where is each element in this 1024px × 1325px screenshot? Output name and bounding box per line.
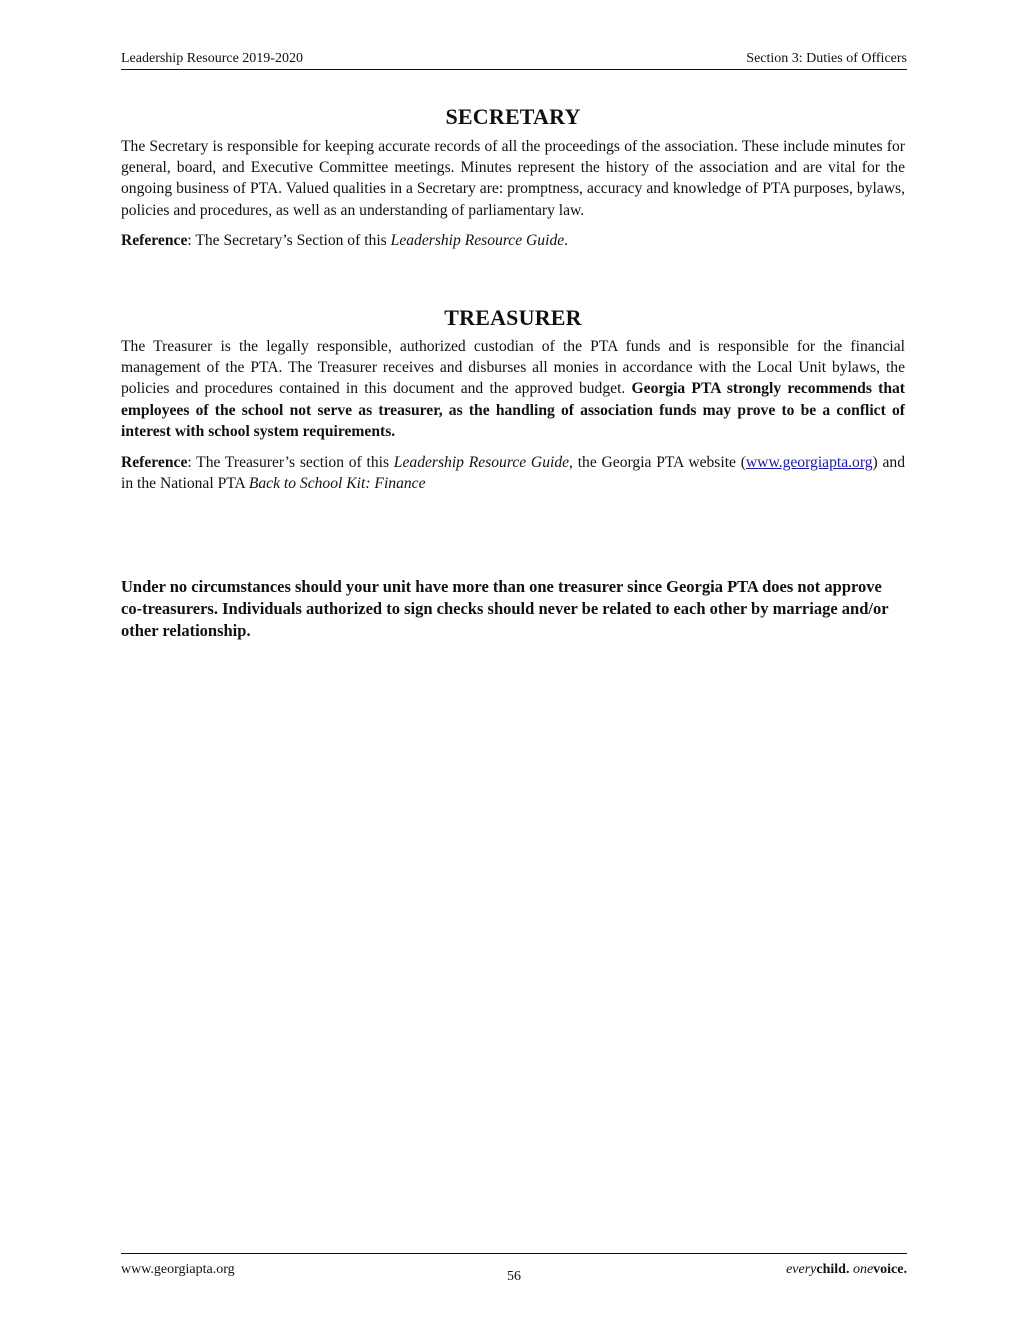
treasurer-reference-kit-title: Back to School Kit: Finance [248,475,426,493]
treasurer-reference-text: : The Treasurer’s section of this [187,454,394,472]
treasurer-reference-label: Reference [121,454,188,472]
secretary-reference-label: Reference [121,231,188,249]
page-header [121,51,907,70]
header-section-title: Section 3: Duties of Officers [746,51,907,66]
tagline-every: every [786,1262,817,1277]
treasurer-reference-guide-title: Leadership Resource Guide [393,454,570,472]
tagline-child: child. [816,1262,850,1277]
georgiapta-website-link[interactable]: www.georgiapta.org [745,454,873,472]
page-content [121,104,905,642]
header-document-title: Leadership Resource 2019-2020 [121,51,303,66]
footer-tagline [786,1262,907,1278]
treasurer-reference-mid2: ) and in the National PTA [121,454,905,493]
treasurer-reference [121,452,905,494]
treasurer-reference-mid: , the Georgia PTA website ( [569,454,746,472]
treasurer-body-text: The Treasurer is the legally responsible, authorized custodian of the PTA funds and is responsible for the financial management of the PTA. The Treasurer receives and disburses all monies in accordance with the Local Unit bylaws, the policies and procedures contained in this document and the approved budget. [121,338,905,398]
tagline-voice: voice. [873,1262,907,1277]
secretary-reference-end: . [564,231,569,249]
page-number: 56 [507,1269,521,1284]
secretary-reference-guide-title: Leadership Resource Guide [390,231,565,249]
treasurer-heading: TREASURER [444,305,582,331]
page-footer [121,1253,907,1294]
secretary-heading: SECRETARY [445,104,581,129]
secretary-reference-text: : The Secretary’s Section of this [187,231,391,249]
treasurer-body [121,336,905,442]
footer-website: www.georgiapta.org [121,1262,235,1277]
treasurer-body-recommendation: Georgia PTA strongly recommends that employees of the school not serve as treasurer, as the handling of association funds may prove to be a conflict of interest with school system requirements. [121,380,905,440]
co-treasurer-warning: Under no circumstances should your unit have more than one treasurer since Georgia PTA does not approve co-treasurers. Individuals authorized to sign checks should never be related to each other by marriage and/or other relationship. [121,577,889,641]
secretary-body: The Secretary is responsible for keeping accurate records of all the proceedings of the association. These include minutes for general, board, and Executive Committee meetings. Minutes represent the history of the association and are vital for the ongoing business of PTA. Valued qualities in a Secretary are: promptness, accuracy and knowledge of PTA purposes, bylaws, policies and procedures, as well as an understanding of parliamentary law. [121,138,905,219]
tagline-one: one [852,1262,874,1277]
secretary-reference [121,230,905,251]
